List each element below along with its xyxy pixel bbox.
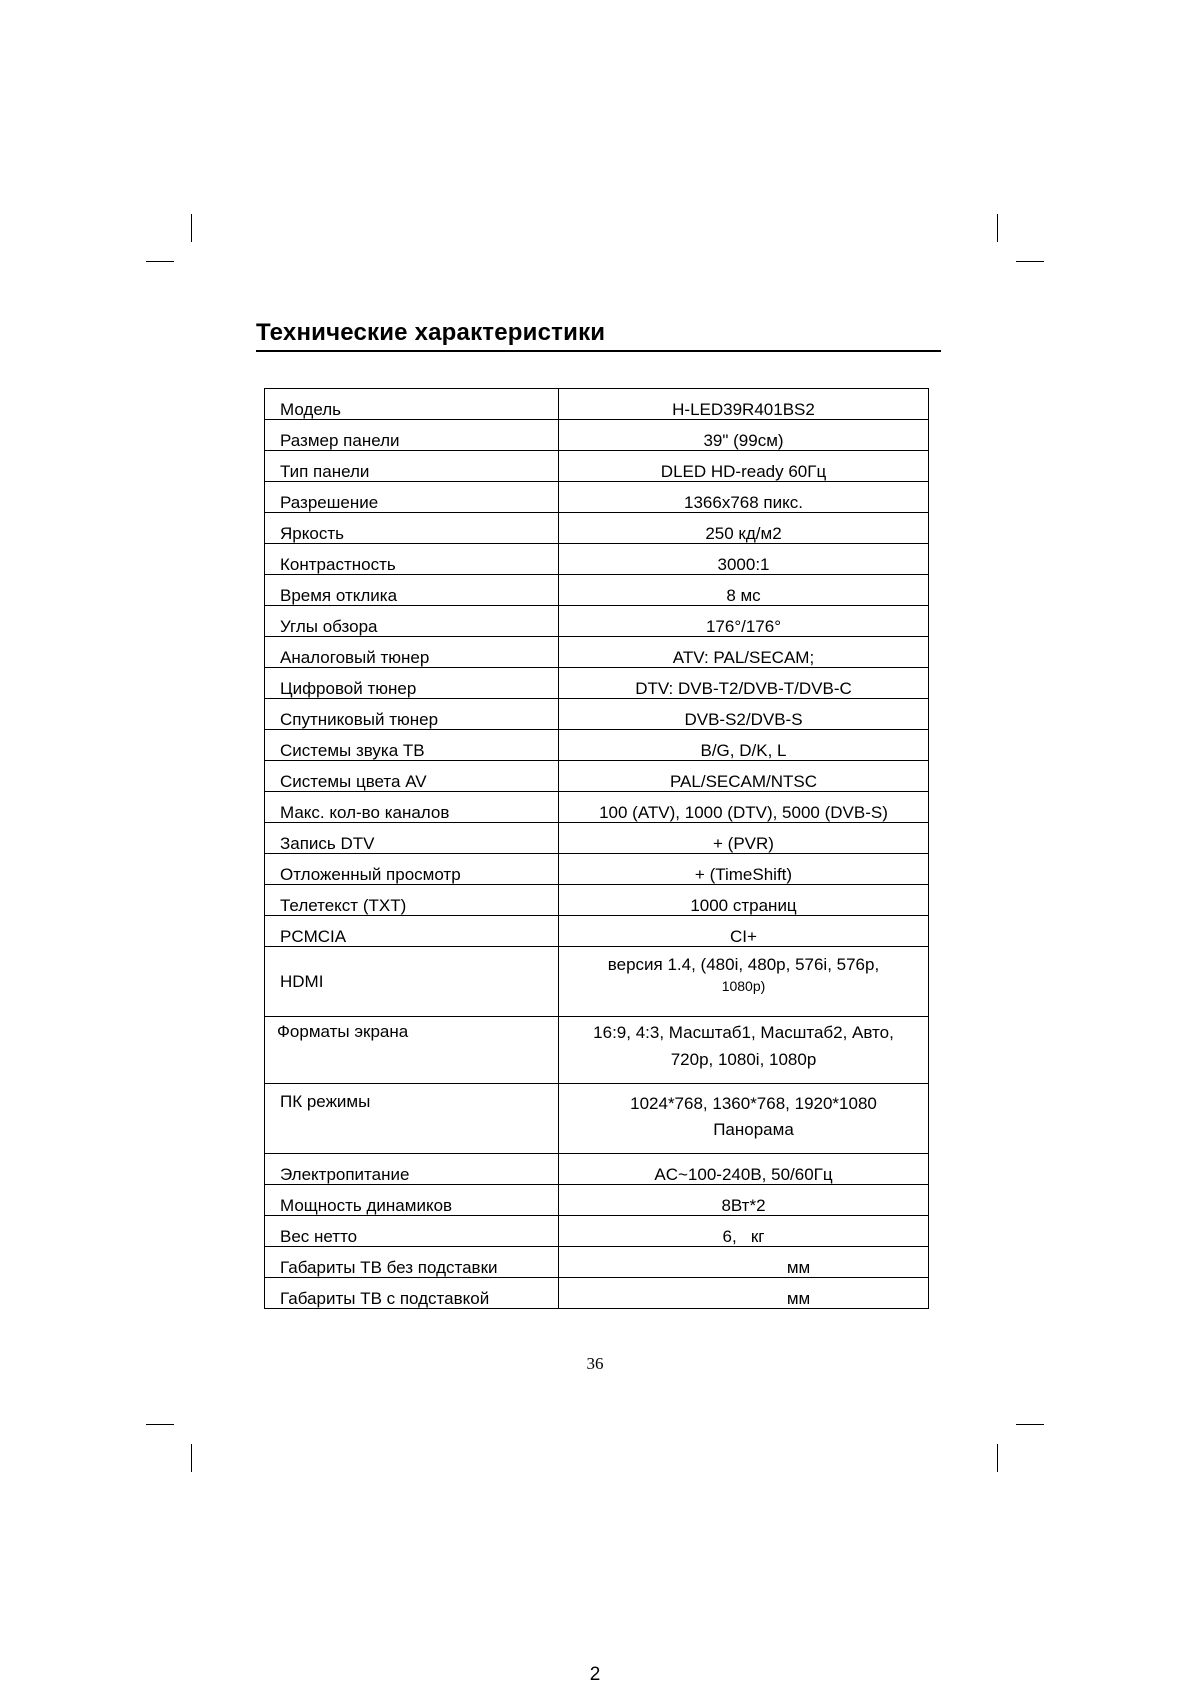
spec-label: PCMCIA: [265, 916, 559, 947]
page-number: 36: [586, 1354, 604, 1373]
crop-mark: [146, 261, 174, 262]
spec-label: Телетекст (TXT): [265, 885, 559, 916]
spec-row-viewing-angles: [265, 606, 929, 637]
spec-row-resolution: [265, 482, 929, 513]
spec-label: Макс. кол-во каналов: [265, 792, 559, 823]
spec-value: мм: [559, 1278, 929, 1309]
crop-mark: [146, 1424, 174, 1425]
spec-row-satellite-tuner: [265, 699, 929, 730]
spec-row-net-weight: [265, 1216, 929, 1247]
spec-value: ATV: PAL/SECAM;: [559, 637, 929, 668]
spec-label: Мощность динамиков: [265, 1185, 559, 1216]
crop-mark: [191, 214, 192, 242]
spec-label: Цифровой тюнер: [265, 668, 559, 699]
spec-row-pc-modes: [265, 1084, 929, 1154]
spec-row-sound-systems: [265, 730, 929, 761]
spec-value: 250 кд/м2: [559, 513, 929, 544]
spec-label: Углы обзора: [265, 606, 559, 637]
spec-label: Системы звука ТВ: [265, 730, 559, 761]
spec-value: 1366x768 пикс.: [559, 482, 929, 513]
spec-label: Контрастность: [265, 544, 559, 575]
spec-row-teletext: [265, 885, 929, 916]
spec-label: Электропитание: [265, 1154, 559, 1185]
crop-mark: [1016, 261, 1044, 262]
spec-value: DLED HD-ready 60Гц: [559, 451, 929, 482]
spec-value: DVB-S2/DVB-S: [559, 699, 929, 730]
spec-label: Яркость: [265, 513, 559, 544]
spec-label: ПК режимы: [265, 1084, 559, 1154]
spec-value: 176°/176°: [559, 606, 929, 637]
spec-label: Модель: [265, 389, 559, 420]
spec-label: Размер панели: [265, 420, 559, 451]
spec-row-dtv-record: [265, 823, 929, 854]
spec-row-color-systems: [265, 761, 929, 792]
crop-mark: [997, 1444, 998, 1472]
spec-row-power-supply: [265, 1154, 929, 1185]
spec-row-screen-formats: [265, 1017, 929, 1084]
spec-value: H-LED39R401BS2: [559, 389, 929, 420]
spec-value: DTV: DVB-T2/DVB-T/DVB-C: [559, 668, 929, 699]
spec-label: Отложенный просмотр: [265, 854, 559, 885]
spec-value: B/G, D/K, L: [559, 730, 929, 761]
spec-label: Системы цвета AV: [265, 761, 559, 792]
spec-row-panel-size: [265, 420, 929, 451]
spec-label: Спутниковый тюнер: [265, 699, 559, 730]
sheet-number: 2: [589, 1664, 601, 1685]
spec-value: 6, кг: [559, 1216, 929, 1247]
spec-label: HDMI: [265, 947, 559, 1017]
spec-label: Тип панели: [265, 451, 559, 482]
crop-mark: [1016, 1424, 1044, 1425]
spec-label: Разрешение: [265, 482, 559, 513]
page-title: Технические характеристики: [256, 319, 606, 346]
spec-label: Форматы экрана: [265, 1017, 559, 1084]
spec-label: Время отклика: [265, 575, 559, 606]
spec-label: Аналоговый тюнер: [265, 637, 559, 668]
spec-value: 16:9, 4:3, Масштаб1, Масштаб2, Авто, 720p, 1080i, 1080p: [559, 1017, 929, 1084]
spec-row-dimensions-with-stand: [265, 1278, 929, 1309]
spec-value: 39" (99см): [559, 420, 929, 451]
spec-value: 1000 страниц: [559, 885, 929, 916]
spec-row-panel-type: [265, 451, 929, 482]
title-underline: [256, 350, 941, 352]
spec-label: Запись DTV: [265, 823, 559, 854]
spec-value: AC~100-240В, 50/60Гц: [559, 1154, 929, 1185]
spec-label: Габариты ТВ с подставкой: [265, 1278, 559, 1309]
spec-value: версия 1.4, (480i, 480p, 576i, 576p, 1080p): [559, 947, 929, 1017]
spec-row-speaker-power: [265, 1185, 929, 1216]
spec-row-digital-tuner: [265, 668, 929, 699]
spec-label: Вес нетто: [265, 1216, 559, 1247]
spec-value: 8Вт*2: [559, 1185, 929, 1216]
crop-mark: [191, 1444, 192, 1472]
spec-value: 1024*768, 1360*768, 1920*1080 Панорама: [559, 1084, 929, 1154]
spec-value: мм: [559, 1247, 929, 1278]
spec-row-response-time: [265, 575, 929, 606]
spec-row-hdmi: [265, 947, 929, 1017]
spec-row-brightness: [265, 513, 929, 544]
spec-row-analog-tuner: [265, 637, 929, 668]
spec-value: 100 (ATV), 1000 (DTV), 5000 (DVB-S): [559, 792, 929, 823]
spec-row-pcmcia: [265, 916, 929, 947]
spec-row-timeshift: [265, 854, 929, 885]
crop-mark: [997, 214, 998, 242]
spec-label: Габариты ТВ без подставки: [265, 1247, 559, 1278]
spec-value: PAL/SECAM/NTSC: [559, 761, 929, 792]
spec-value: + (TimeShift): [559, 854, 929, 885]
spec-row-max-channels: [265, 792, 929, 823]
specifications-table: [264, 388, 929, 1309]
spec-row-dimensions-no-stand: [265, 1247, 929, 1278]
spec-value: CI+: [559, 916, 929, 947]
spec-value: + (PVR): [559, 823, 929, 854]
spec-value: 8 мс: [559, 575, 929, 606]
spec-value: 3000:1: [559, 544, 929, 575]
spec-row-contrast: [265, 544, 929, 575]
spec-row-model: [265, 389, 929, 420]
